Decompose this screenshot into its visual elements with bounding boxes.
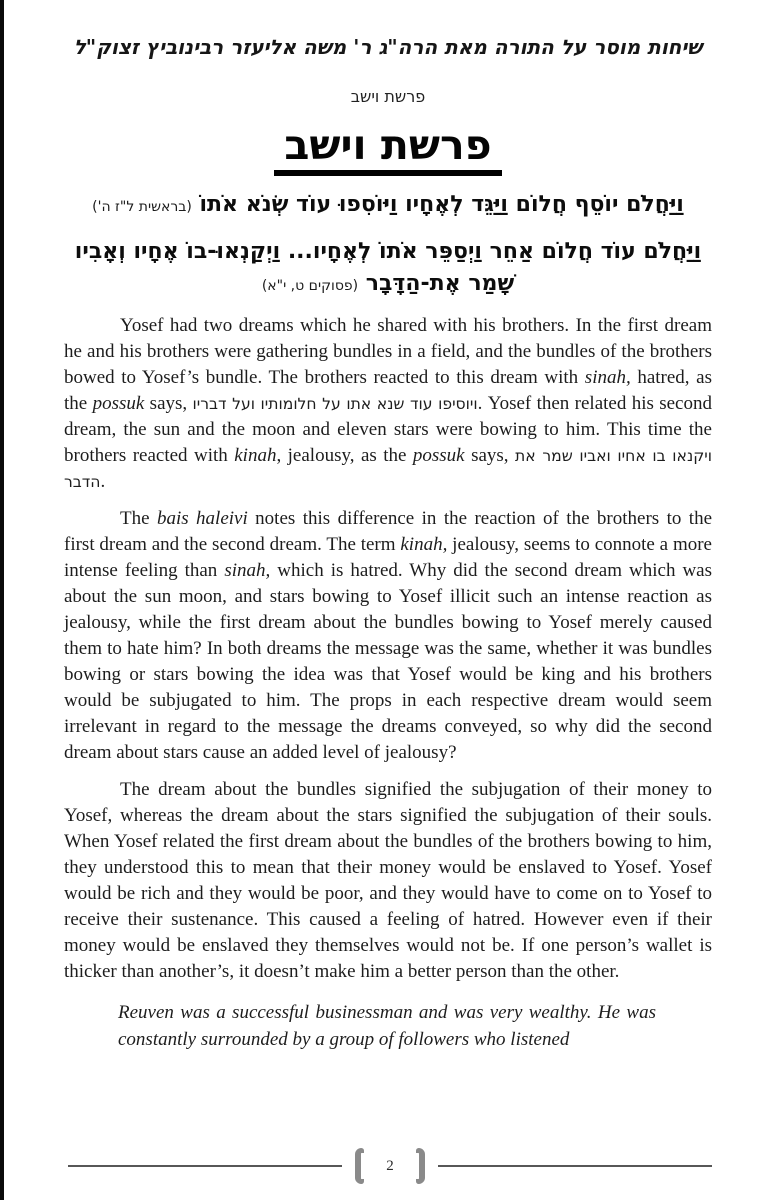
text-segment: . Yosef then related his second dream, the sun and the moon and eleven stars were bowing to him. This time the brothers reacted with	[64, 393, 712, 466]
verse-2-text: וַיַּחֲלֹם עוֹד חֲלוֹם אַחֵר וַיְסַפֵּר אֹתוֹ לְאֶחָיו... וַיְקַנְאוּ-בוֹ אֶחָיו וְאָבִיו שָׁמַר אֶת-הַדָּבָר	[74, 239, 702, 296]
text-segment: jealousy, seems to connote a more intense feeling than	[64, 534, 712, 581]
italic-term: possuk	[92, 393, 145, 414]
footer-rule-left	[68, 1165, 342, 1167]
page-footer	[68, 1148, 712, 1184]
text-segment: , jealousy, as the	[276, 445, 413, 466]
italic-term: sinah,	[584, 367, 631, 388]
text-segment: Yosef had two dreams which he shared with his brothers. In the first dream he and his brothers were gathering bundles in a field, and the bundles of the brothers bowed to Yosef’s bundle. The brothers reacted to this dream with	[64, 315, 712, 388]
paragraph-3	[64, 777, 712, 985]
paragraph-2	[64, 506, 712, 766]
story-quote-paragraph: Reuven was a successful businessman and was very wealthy. He was constantly surrounded by a group of followers who listened	[118, 1002, 656, 1050]
verse-2-citation: (פסוקים ט, י"א)	[261, 278, 359, 294]
italic-term: possuk	[412, 445, 465, 466]
text-segment: The	[120, 508, 157, 529]
paragraph-1	[64, 313, 712, 495]
text-segment: .	[100, 471, 106, 492]
page-number-bracket-left-icon	[355, 1148, 364, 1184]
page-number-bracket-right-icon	[416, 1148, 425, 1184]
verse-1-citation: (בראשית ל"ז ה')	[92, 199, 192, 215]
text-segment: hatred, as the	[64, 367, 712, 414]
italic-term: kinah	[234, 445, 277, 466]
parsha-running-label: פרשת וישב	[350, 87, 426, 106]
italic-term: sinah,	[224, 560, 271, 581]
text-segment: says,	[144, 393, 193, 414]
footer-rule-right	[438, 1165, 712, 1167]
text-segment: The dream about the bundles signified the subjugation of their money to Yosef, whereas the dream about the stars signified the subjugation of their souls. When Yosef related the first dream about the bundles of the brothers bowing to him, they understood this to mean that their money would be enslaved to Yosef. Yosef would be rich and they would be poor, and they would have to come on to Yosef to receive their sustenance. This caused a feeling of hatred. However even if their money would be enslaved they themselves would not be. If one person’s wallet is thicker than another’s, it doesn’t make him a better person than the other.	[64, 779, 712, 982]
page-title-wrapper	[64, 122, 712, 176]
verse-quote-2	[64, 236, 712, 302]
page-number: 2	[386, 1158, 394, 1174]
verse-quote-1	[64, 189, 712, 223]
italic-term: bais haleivi	[156, 508, 248, 529]
text-segment: says,	[464, 445, 516, 466]
verse-1-text: וַיַּחֲלֹם יוֹסֵף חֲלוֹם וַיַּגֵּד לְאֶחָיו וַיּוֹסִפוּ עוֹד שְׂנֹא אֹתוֹ	[191, 192, 684, 217]
text-segment: notes this difference in the reaction of the brothers to the first dream and the second dream. The term	[64, 508, 712, 555]
hebrew-inline: ויקנאו בו אחיו ואביו שמר את הדבר	[64, 447, 712, 491]
text-segment: which is hatred. Why did the second dream which was about the sun moon, and stars bowing to Yosef illicit such an intense reaction as jealousy, while the first dream about the bundles bowing to Yosef merely caused them to hate him? In both dreams the message was the same, whether it was bundles bowing or stars bowing the idea was that Yosef would be king and his brothers would be subjugated to him. The props in each respective dream would seem irrelevant in regard to the message the dreams conveyed, so why did the second dream about stars cause an added level of jealousy?	[64, 560, 713, 763]
italic-term: kinah,	[400, 534, 448, 555]
hebrew-inline: ויוסיפו עוד שנא אתו על חלומותיו ועל דבריו	[192, 395, 478, 413]
document-header-hebrew: שיחות מוסר על התורה מאת הרה"ג ר' משה אליעזר רבינוביץ זצוק"ל	[73, 35, 703, 59]
page-title: פרשת וישב	[274, 122, 501, 176]
